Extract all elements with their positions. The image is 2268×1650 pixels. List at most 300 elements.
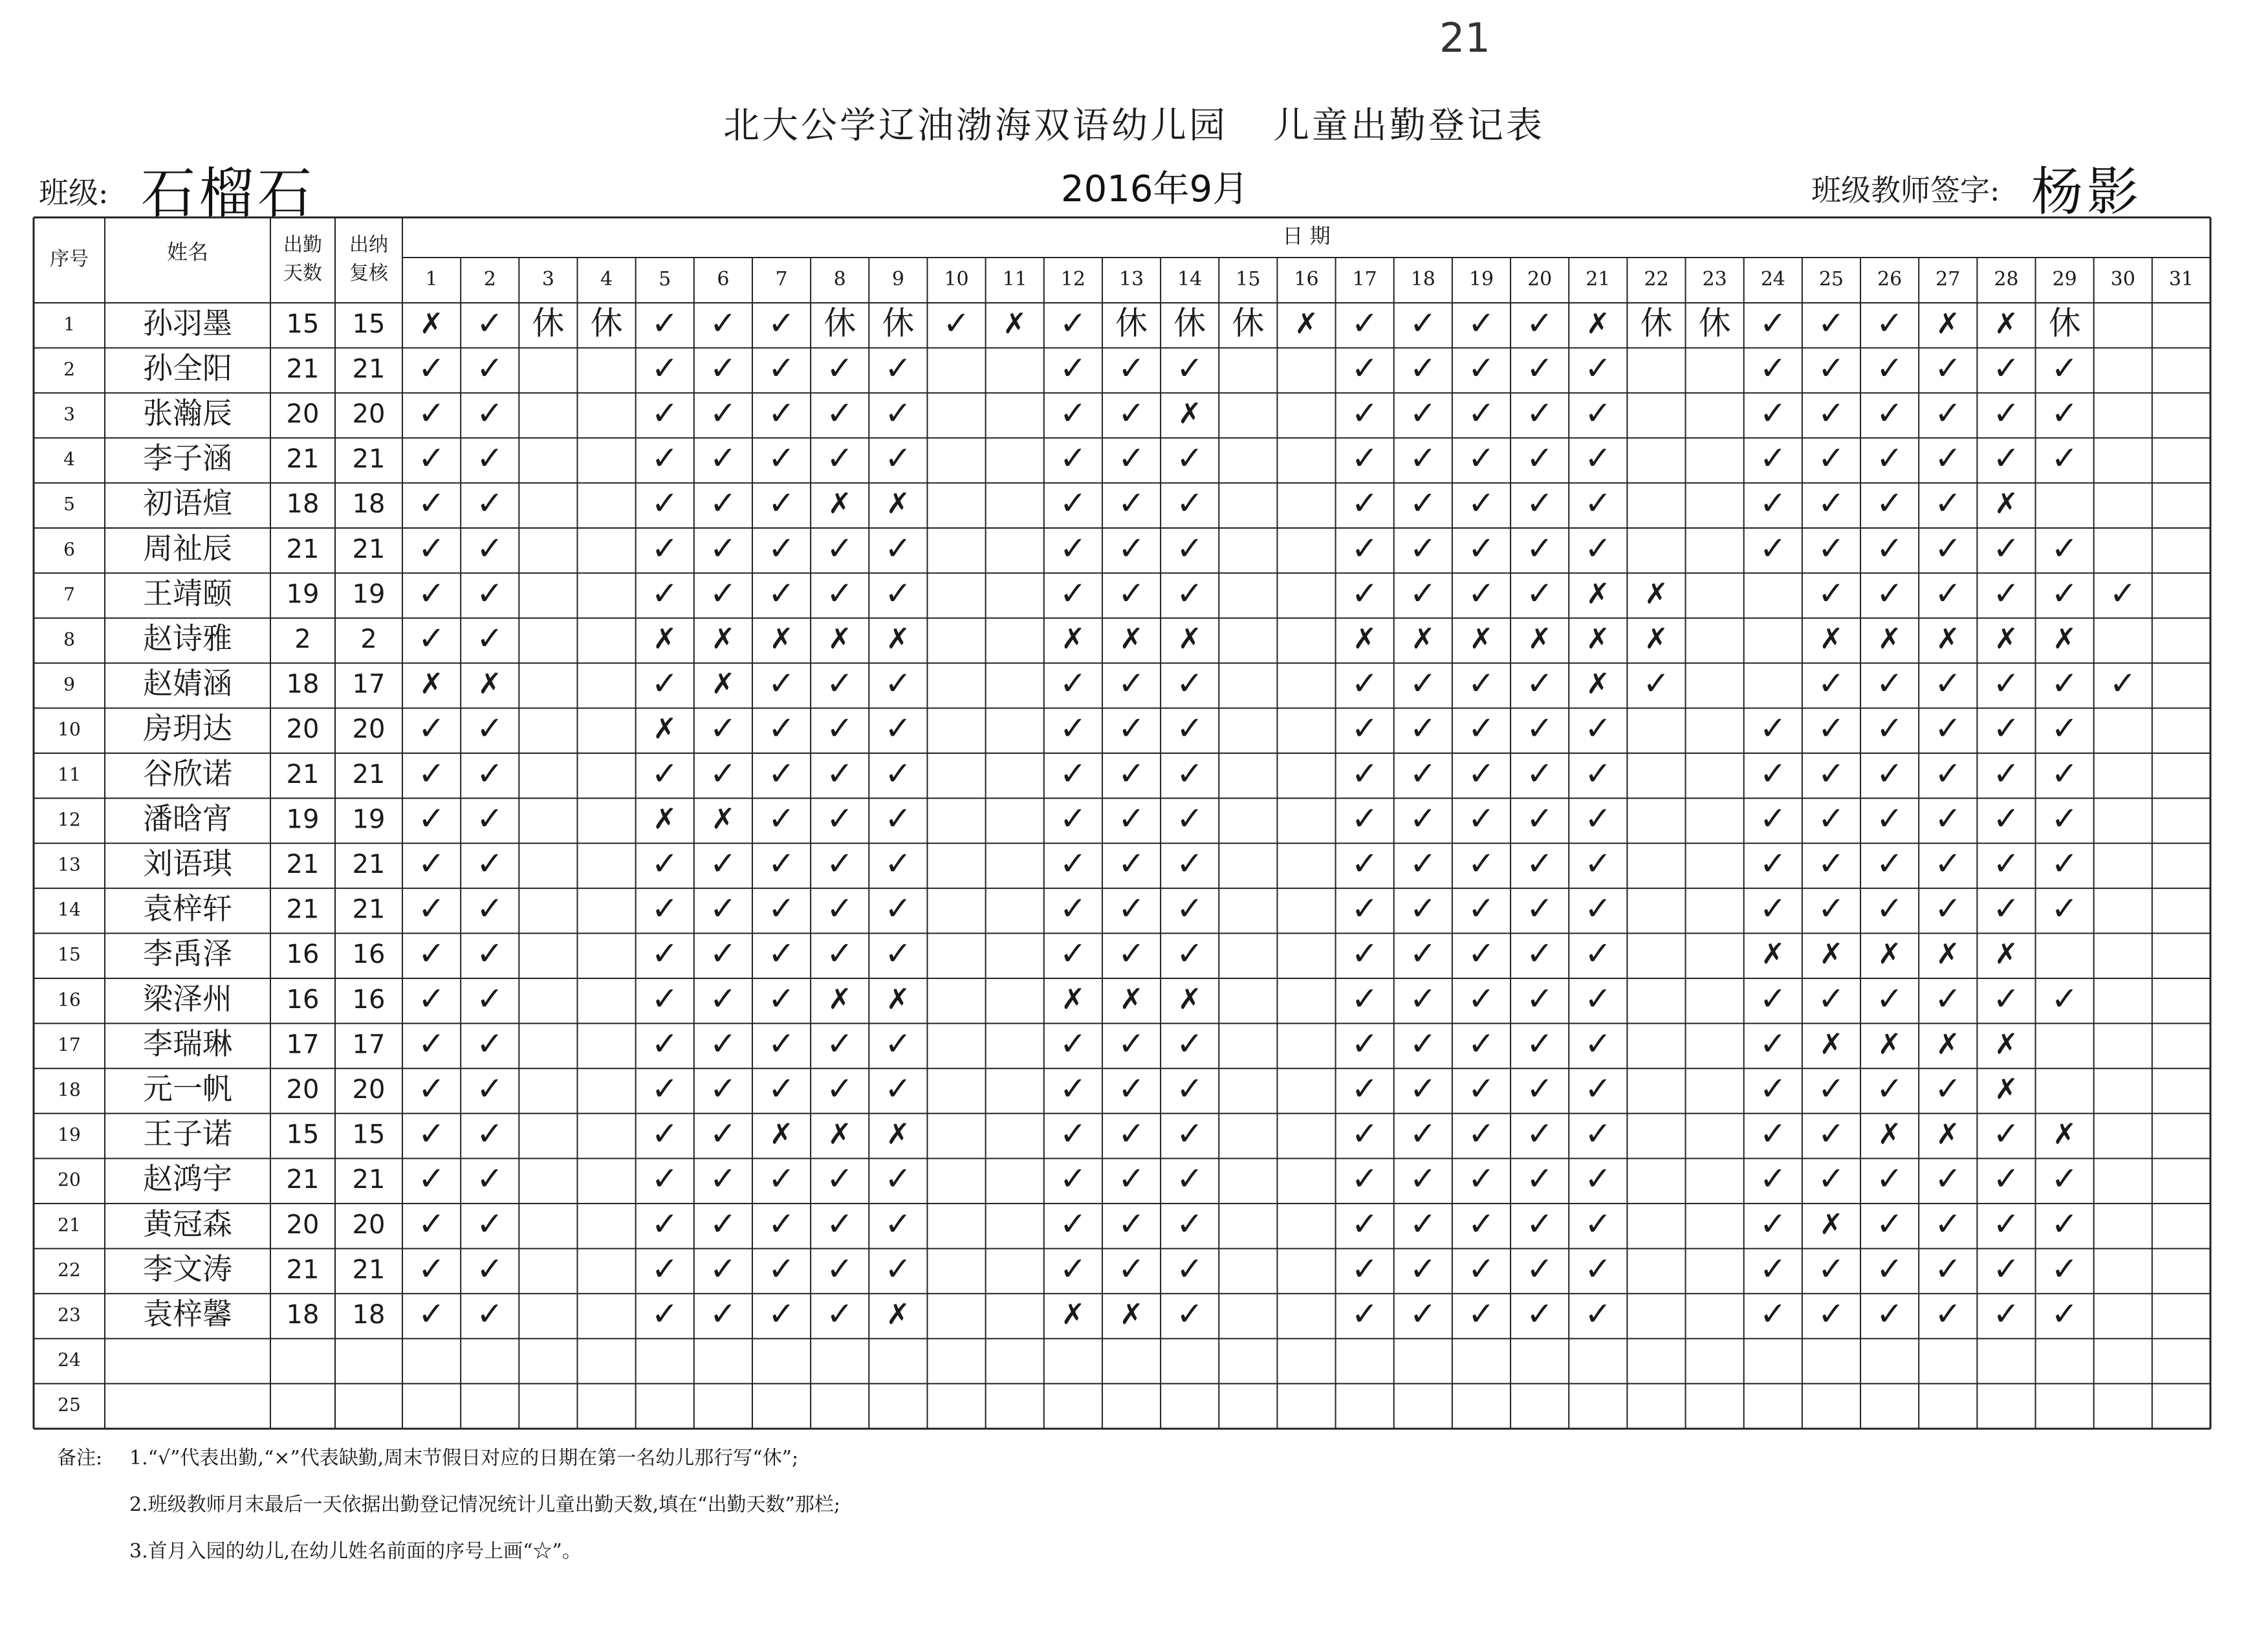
present-mark: ✓ xyxy=(1876,304,1904,342)
present-mark: ✓ xyxy=(1059,1115,1087,1153)
present-mark: ✓ xyxy=(476,439,504,478)
present-mark: ✓ xyxy=(884,394,912,432)
present-mark: ✓ xyxy=(1351,1024,1379,1062)
present-mark: ✓ xyxy=(1351,1249,1379,1288)
present-mark: ✓ xyxy=(1176,709,1204,747)
present-mark: ✓ xyxy=(418,890,446,928)
present-mark: ✓ xyxy=(1876,980,1904,1018)
present-mark: ✓ xyxy=(1468,439,1495,478)
present-mark: ✓ xyxy=(1934,844,1962,883)
present-mark: ✓ xyxy=(1876,1249,1904,1288)
present-mark: ✓ xyxy=(709,349,737,387)
present-mark: ✓ xyxy=(884,349,912,387)
class-label: 班级: xyxy=(39,175,109,210)
present-mark: ✓ xyxy=(1176,934,1204,973)
present-mark: ✓ xyxy=(1118,754,1145,793)
present-mark: ✓ xyxy=(1468,934,1495,973)
present-mark: ✓ xyxy=(1876,574,1904,612)
present-mark: ✓ xyxy=(651,1205,679,1243)
row-attend-days: 17 xyxy=(286,1029,320,1060)
present-mark: ✓ xyxy=(768,574,796,612)
present-mark: ✓ xyxy=(1468,484,1495,522)
month-label: 2016年9月 xyxy=(1061,168,1249,210)
present-mark: ✓ xyxy=(1526,1115,1554,1153)
absent-mark: ✗ xyxy=(1177,982,1202,1016)
present-mark: ✓ xyxy=(1409,754,1437,793)
present-mark: ✓ xyxy=(1759,890,1787,928)
present-mark: ✓ xyxy=(1526,394,1554,432)
present-mark: ✓ xyxy=(884,439,912,478)
present-mark: ✓ xyxy=(1584,484,1612,522)
row-attend-days: 15 xyxy=(286,309,320,339)
present-mark: ✓ xyxy=(418,754,446,793)
present-mark: ✓ xyxy=(2051,754,2078,793)
present-mark: ✓ xyxy=(1176,890,1204,928)
row-seq: 8 xyxy=(63,628,75,650)
row-review: 15 xyxy=(352,309,386,339)
present-mark: ✓ xyxy=(1059,890,1087,928)
present-mark: ✓ xyxy=(1176,799,1204,837)
present-mark: ✓ xyxy=(1526,1205,1554,1243)
present-mark: ✓ xyxy=(1876,484,1904,522)
present-mark: ✓ xyxy=(1176,484,1204,522)
absent-mark: ✗ xyxy=(1644,577,1668,611)
present-mark: ✓ xyxy=(1584,1115,1612,1153)
row-seq: 19 xyxy=(58,1124,81,1146)
present-mark: ✓ xyxy=(651,439,679,478)
absent-mark: ✗ xyxy=(886,1117,910,1151)
present-mark: ✓ xyxy=(1992,439,2020,478)
present-mark: ✓ xyxy=(1118,529,1145,567)
note-item: 2.班级教师月末最后一天依据出勤登记情况统计儿童出勤天数,填在“出勤天数”那栏; xyxy=(129,1493,840,1516)
holiday-mark: 休 xyxy=(1232,304,1265,342)
header-day-30: 30 xyxy=(2110,268,2135,291)
present-mark: ✓ xyxy=(1118,1160,1145,1198)
present-mark: ✓ xyxy=(1584,709,1612,747)
present-mark: ✓ xyxy=(418,619,446,657)
row-review: 2 xyxy=(360,624,377,654)
present-mark: ✓ xyxy=(1351,304,1379,342)
present-mark: ✓ xyxy=(2051,1249,2078,1288)
row-name: 李禹泽 xyxy=(143,936,232,971)
row-name: 刘语琪 xyxy=(143,846,232,881)
absent-mark: ✗ xyxy=(1586,622,1610,655)
present-mark: ✓ xyxy=(1118,844,1145,883)
present-mark: ✓ xyxy=(1817,665,1845,703)
present-mark: ✓ xyxy=(1176,1024,1204,1062)
present-mark: ✓ xyxy=(1351,665,1379,703)
holiday-mark: 休 xyxy=(882,304,915,342)
present-mark: ✓ xyxy=(1176,439,1204,478)
present-mark: ✓ xyxy=(826,1295,854,1333)
present-mark: ✓ xyxy=(1118,1115,1145,1153)
present-mark: ✓ xyxy=(1759,1205,1787,1243)
present-mark: ✓ xyxy=(476,934,504,973)
present-mark: ✓ xyxy=(1176,349,1204,387)
present-mark: ✓ xyxy=(1468,394,1495,432)
header-day-25: 25 xyxy=(1818,268,1844,291)
present-mark: ✓ xyxy=(1876,439,1904,478)
present-mark: ✓ xyxy=(1817,799,1845,837)
present-mark: ✓ xyxy=(1526,1249,1554,1288)
present-mark: ✓ xyxy=(1759,439,1787,478)
present-mark: ✓ xyxy=(1817,1160,1845,1198)
present-mark: ✓ xyxy=(1759,529,1787,567)
present-mark: ✓ xyxy=(1584,890,1612,928)
absent-mark: ✗ xyxy=(886,487,910,521)
present-mark: ✓ xyxy=(1351,1070,1379,1108)
present-mark: ✓ xyxy=(1992,980,2020,1018)
present-mark: ✓ xyxy=(826,1160,854,1198)
absent-mark: ✗ xyxy=(1935,307,1960,340)
present-mark: ✓ xyxy=(651,1295,679,1333)
present-mark: ✓ xyxy=(1176,665,1204,703)
present-mark: ✓ xyxy=(826,349,854,387)
present-mark: ✓ xyxy=(1992,1160,2020,1198)
notes-label: 备注: xyxy=(57,1447,103,1469)
row-attend-days: 15 xyxy=(286,1119,320,1150)
present-mark: ✓ xyxy=(418,439,446,478)
present-mark: ✓ xyxy=(1934,439,1962,478)
present-mark: ✓ xyxy=(826,754,854,793)
header-day-4: 4 xyxy=(600,268,613,291)
present-mark: ✓ xyxy=(768,394,796,432)
present-mark: ✓ xyxy=(418,394,446,432)
present-mark: ✓ xyxy=(1176,1249,1204,1288)
row-attend-days: 20 xyxy=(286,1209,320,1240)
present-mark: ✓ xyxy=(1817,484,1845,522)
present-mark: ✓ xyxy=(1817,349,1845,387)
present-mark: ✓ xyxy=(1118,934,1145,973)
header-day-1: 1 xyxy=(425,268,438,291)
present-mark: ✓ xyxy=(418,1205,446,1243)
present-mark: ✓ xyxy=(651,1249,679,1288)
present-mark: ✓ xyxy=(768,1249,796,1288)
present-mark: ✓ xyxy=(1876,349,1904,387)
present-mark: ✓ xyxy=(1059,529,1087,567)
present-mark: ✓ xyxy=(1409,709,1437,747)
present-mark: ✓ xyxy=(1118,394,1145,432)
present-mark: ✓ xyxy=(1876,1160,1904,1198)
present-mark: ✓ xyxy=(884,574,912,612)
absent-mark: ✗ xyxy=(1994,938,2018,971)
present-mark: ✓ xyxy=(476,1070,504,1108)
present-mark: ✓ xyxy=(1817,439,1845,478)
present-mark: ✓ xyxy=(651,1024,679,1062)
absent-mark: ✗ xyxy=(827,622,852,655)
row-attend-days: 21 xyxy=(286,759,320,789)
absent-mark: ✗ xyxy=(1935,1028,1960,1061)
present-mark: ✓ xyxy=(1118,890,1145,928)
present-mark: ✓ xyxy=(1176,1205,1204,1243)
row-seq: 11 xyxy=(58,764,81,786)
absent-mark: ✗ xyxy=(653,712,677,746)
present-mark: ✓ xyxy=(1468,709,1495,747)
present-mark: ✓ xyxy=(1059,484,1087,522)
row-seq: 10 xyxy=(58,718,81,740)
present-mark: ✓ xyxy=(1584,529,1612,567)
present-mark: ✓ xyxy=(1468,574,1495,612)
present-mark: ✓ xyxy=(709,1115,737,1153)
row-attend-days: 16 xyxy=(286,940,320,970)
present-mark: ✓ xyxy=(1876,665,1904,703)
present-mark: ✓ xyxy=(1992,709,2020,747)
row-seq: 17 xyxy=(58,1033,81,1055)
absent-mark: ✗ xyxy=(1935,1117,1960,1151)
absent-mark: ✗ xyxy=(769,622,794,655)
row-review: 17 xyxy=(352,669,386,699)
present-mark: ✓ xyxy=(709,709,737,747)
present-mark: ✓ xyxy=(418,1249,446,1288)
present-mark: ✓ xyxy=(1526,529,1554,567)
row-attend-days: 21 xyxy=(286,444,320,474)
present-mark: ✓ xyxy=(1759,1070,1787,1108)
present-mark: ✓ xyxy=(1409,349,1437,387)
row-review: 21 xyxy=(352,759,386,789)
present-mark: ✓ xyxy=(1526,934,1554,973)
present-mark: ✓ xyxy=(1584,394,1612,432)
present-mark: ✓ xyxy=(1526,844,1554,883)
absent-mark: ✗ xyxy=(653,622,677,655)
present-mark: ✓ xyxy=(1759,980,1787,1018)
row-review: 15 xyxy=(352,1119,386,1150)
header-day-3: 3 xyxy=(541,268,554,291)
present-mark: ✓ xyxy=(768,1070,796,1108)
header-review: 复核 xyxy=(349,262,388,285)
present-mark: ✓ xyxy=(1817,1295,1845,1333)
present-mark: ✓ xyxy=(768,844,796,883)
row-name: 李文涛 xyxy=(143,1251,232,1286)
present-mark: ✓ xyxy=(826,1249,854,1288)
row-review: 17 xyxy=(352,1029,386,1060)
present-mark: ✓ xyxy=(826,709,854,747)
present-mark: ✓ xyxy=(476,799,504,837)
present-mark: ✓ xyxy=(651,1160,679,1198)
present-mark: ✓ xyxy=(418,1070,446,1108)
present-mark: ✓ xyxy=(1934,1205,1962,1243)
row-attend-days: 21 xyxy=(286,534,320,564)
present-mark: ✓ xyxy=(1584,1160,1612,1198)
present-mark: ✓ xyxy=(1876,1205,1904,1243)
present-mark: ✓ xyxy=(1759,394,1787,432)
present-mark: ✓ xyxy=(1059,1205,1087,1243)
present-mark: ✓ xyxy=(768,934,796,973)
present-mark: ✓ xyxy=(1468,665,1495,703)
absent-mark: ✗ xyxy=(1994,1028,2018,1061)
present-mark: ✓ xyxy=(1759,349,1787,387)
absent-mark: ✗ xyxy=(1061,1298,1085,1331)
present-mark: ✓ xyxy=(1934,574,1962,612)
header-day-5: 5 xyxy=(659,268,671,291)
present-mark: ✓ xyxy=(651,844,679,883)
present-mark: ✓ xyxy=(1817,574,1845,612)
present-mark: ✓ xyxy=(709,980,737,1018)
present-mark: ✓ xyxy=(884,844,912,883)
present-mark: ✓ xyxy=(1992,844,2020,883)
present-mark: ✓ xyxy=(1526,1160,1554,1198)
present-mark: ✓ xyxy=(1468,1249,1495,1288)
present-mark: ✓ xyxy=(826,890,854,928)
present-mark: ✓ xyxy=(651,484,679,522)
row-name: 黄冠森 xyxy=(143,1206,232,1242)
header-day-27: 27 xyxy=(1935,268,1961,291)
present-mark: ✓ xyxy=(1934,1070,1962,1108)
row-attend-days: 18 xyxy=(286,1300,320,1330)
present-mark: ✓ xyxy=(1176,574,1204,612)
present-mark: ✓ xyxy=(709,890,737,928)
present-mark: ✓ xyxy=(418,1160,446,1198)
present-mark: ✓ xyxy=(476,394,504,432)
absent-mark: ✗ xyxy=(1877,1117,1902,1151)
present-mark: ✓ xyxy=(1468,1205,1495,1243)
row-review: 21 xyxy=(352,894,386,925)
present-mark: ✓ xyxy=(418,1024,446,1062)
present-mark: ✓ xyxy=(1759,1295,1787,1333)
present-mark: ✓ xyxy=(476,709,504,747)
absent-mark: ✗ xyxy=(1819,622,1844,655)
present-mark: ✓ xyxy=(2051,574,2078,612)
present-mark: ✓ xyxy=(1176,1070,1204,1108)
present-mark: ✓ xyxy=(418,980,446,1018)
absent-mark: ✗ xyxy=(1994,1073,2018,1106)
present-mark: ✓ xyxy=(1934,890,1962,928)
present-mark: ✓ xyxy=(651,754,679,793)
row-name: 谷欣诺 xyxy=(143,756,232,791)
absent-mark: ✗ xyxy=(1819,1028,1844,1061)
present-mark: ✓ xyxy=(1817,1249,1845,1288)
present-mark: ✓ xyxy=(1118,349,1145,387)
present-mark: ✓ xyxy=(2051,349,2078,387)
present-mark: ✓ xyxy=(709,394,737,432)
present-mark: ✓ xyxy=(1409,304,1437,342)
present-mark: ✓ xyxy=(1409,1070,1437,1108)
present-mark: ✓ xyxy=(2051,1160,2078,1198)
present-mark: ✓ xyxy=(1526,709,1554,747)
present-mark: ✓ xyxy=(1992,1249,2020,1288)
present-mark: ✓ xyxy=(768,439,796,478)
present-mark: ✓ xyxy=(1817,529,1845,567)
present-mark: ✓ xyxy=(1059,844,1087,883)
present-mark: ✓ xyxy=(826,439,854,478)
header-day-10: 10 xyxy=(944,268,969,291)
row-attend-days: 2 xyxy=(294,624,311,654)
row-seq: 22 xyxy=(58,1259,81,1281)
present-mark: ✓ xyxy=(1759,1024,1787,1062)
absent-mark: ✗ xyxy=(1061,622,1085,655)
holiday-mark: 休 xyxy=(1173,304,1206,342)
present-mark: ✓ xyxy=(768,890,796,928)
row-seq: 9 xyxy=(63,674,75,696)
absent-mark: ✗ xyxy=(1003,307,1027,340)
present-mark: ✓ xyxy=(826,844,854,883)
absent-mark: ✗ xyxy=(1061,982,1085,1016)
present-mark: ✓ xyxy=(709,1249,737,1288)
present-mark: ✓ xyxy=(651,304,679,342)
present-mark: ✓ xyxy=(1351,1205,1379,1243)
row-name: 孙全阳 xyxy=(143,350,232,386)
present-mark: ✓ xyxy=(709,574,737,612)
present-mark: ✓ xyxy=(1351,574,1379,612)
holiday-mark: 休 xyxy=(1115,304,1148,342)
present-mark: ✓ xyxy=(1817,844,1845,883)
absent-mark: ✗ xyxy=(886,982,910,1016)
present-mark: ✓ xyxy=(1526,1295,1554,1333)
header-date: 日 期 xyxy=(1282,223,1331,248)
present-mark: ✓ xyxy=(1176,1160,1204,1198)
present-mark: ✓ xyxy=(1468,799,1495,837)
class-name: 石榴石 xyxy=(141,162,316,225)
present-mark: ✓ xyxy=(1351,980,1379,1018)
row-name: 李子涵 xyxy=(143,441,232,476)
row-seq: 13 xyxy=(58,853,81,875)
present-mark: ✓ xyxy=(476,890,504,928)
row-name: 李瑞琳 xyxy=(143,1026,232,1061)
header-day-16: 16 xyxy=(1294,268,1319,291)
header-day-14: 14 xyxy=(1177,268,1203,291)
present-mark: ✓ xyxy=(1409,529,1437,567)
present-mark: ✓ xyxy=(1934,709,1962,747)
absent-mark: ✗ xyxy=(711,802,736,836)
present-mark: ✓ xyxy=(1934,754,1962,793)
header-day-23: 23 xyxy=(1702,268,1727,291)
present-mark: ✓ xyxy=(1992,349,2020,387)
present-mark: ✓ xyxy=(1409,1160,1437,1198)
row-attend-days: 20 xyxy=(286,714,320,745)
header-day-6: 6 xyxy=(717,268,730,291)
present-mark: ✓ xyxy=(826,1024,854,1062)
present-mark: ✓ xyxy=(884,1160,912,1198)
present-mark: ✓ xyxy=(1876,754,1904,793)
present-mark: ✓ xyxy=(1409,890,1437,928)
present-mark: ✓ xyxy=(1409,439,1437,478)
header-day-22: 22 xyxy=(1644,268,1669,291)
present-mark: ✓ xyxy=(651,394,679,432)
present-mark: ✓ xyxy=(1584,439,1612,478)
present-mark: ✓ xyxy=(1468,844,1495,883)
present-mark: ✓ xyxy=(1934,349,1962,387)
present-mark: ✓ xyxy=(1468,1070,1495,1108)
header-review: 出纳 xyxy=(349,234,388,256)
row-seq: 18 xyxy=(58,1079,81,1101)
present-mark: ✓ xyxy=(1934,665,1962,703)
present-mark: ✓ xyxy=(826,394,854,432)
row-attend-days: 20 xyxy=(286,1075,320,1105)
absent-mark: ✗ xyxy=(1819,1207,1844,1241)
present-mark: ✓ xyxy=(476,844,504,883)
present-mark: ✓ xyxy=(1118,1205,1145,1243)
present-mark: ✓ xyxy=(709,1070,737,1108)
present-mark: ✓ xyxy=(709,754,737,793)
row-review: 20 xyxy=(352,714,386,745)
present-mark: ✓ xyxy=(2051,799,2078,837)
header-seq: 序号 xyxy=(50,248,89,270)
present-mark: ✓ xyxy=(884,709,912,747)
present-mark: ✓ xyxy=(1409,934,1437,973)
row-review: 20 xyxy=(352,399,386,429)
present-mark: ✓ xyxy=(1059,439,1087,478)
header-day-15: 15 xyxy=(1236,268,1261,291)
absent-mark: ✗ xyxy=(1644,622,1668,655)
present-mark: ✓ xyxy=(1992,799,2020,837)
present-mark: ✓ xyxy=(1059,349,1087,387)
row-attend-days: 20 xyxy=(286,399,320,429)
absent-mark: ✗ xyxy=(769,1117,794,1151)
row-seq: 3 xyxy=(63,403,75,425)
present-mark: ✓ xyxy=(1118,484,1145,522)
present-mark: ✓ xyxy=(651,980,679,1018)
present-mark: ✓ xyxy=(1992,1205,2020,1243)
present-mark: ✓ xyxy=(826,574,854,612)
